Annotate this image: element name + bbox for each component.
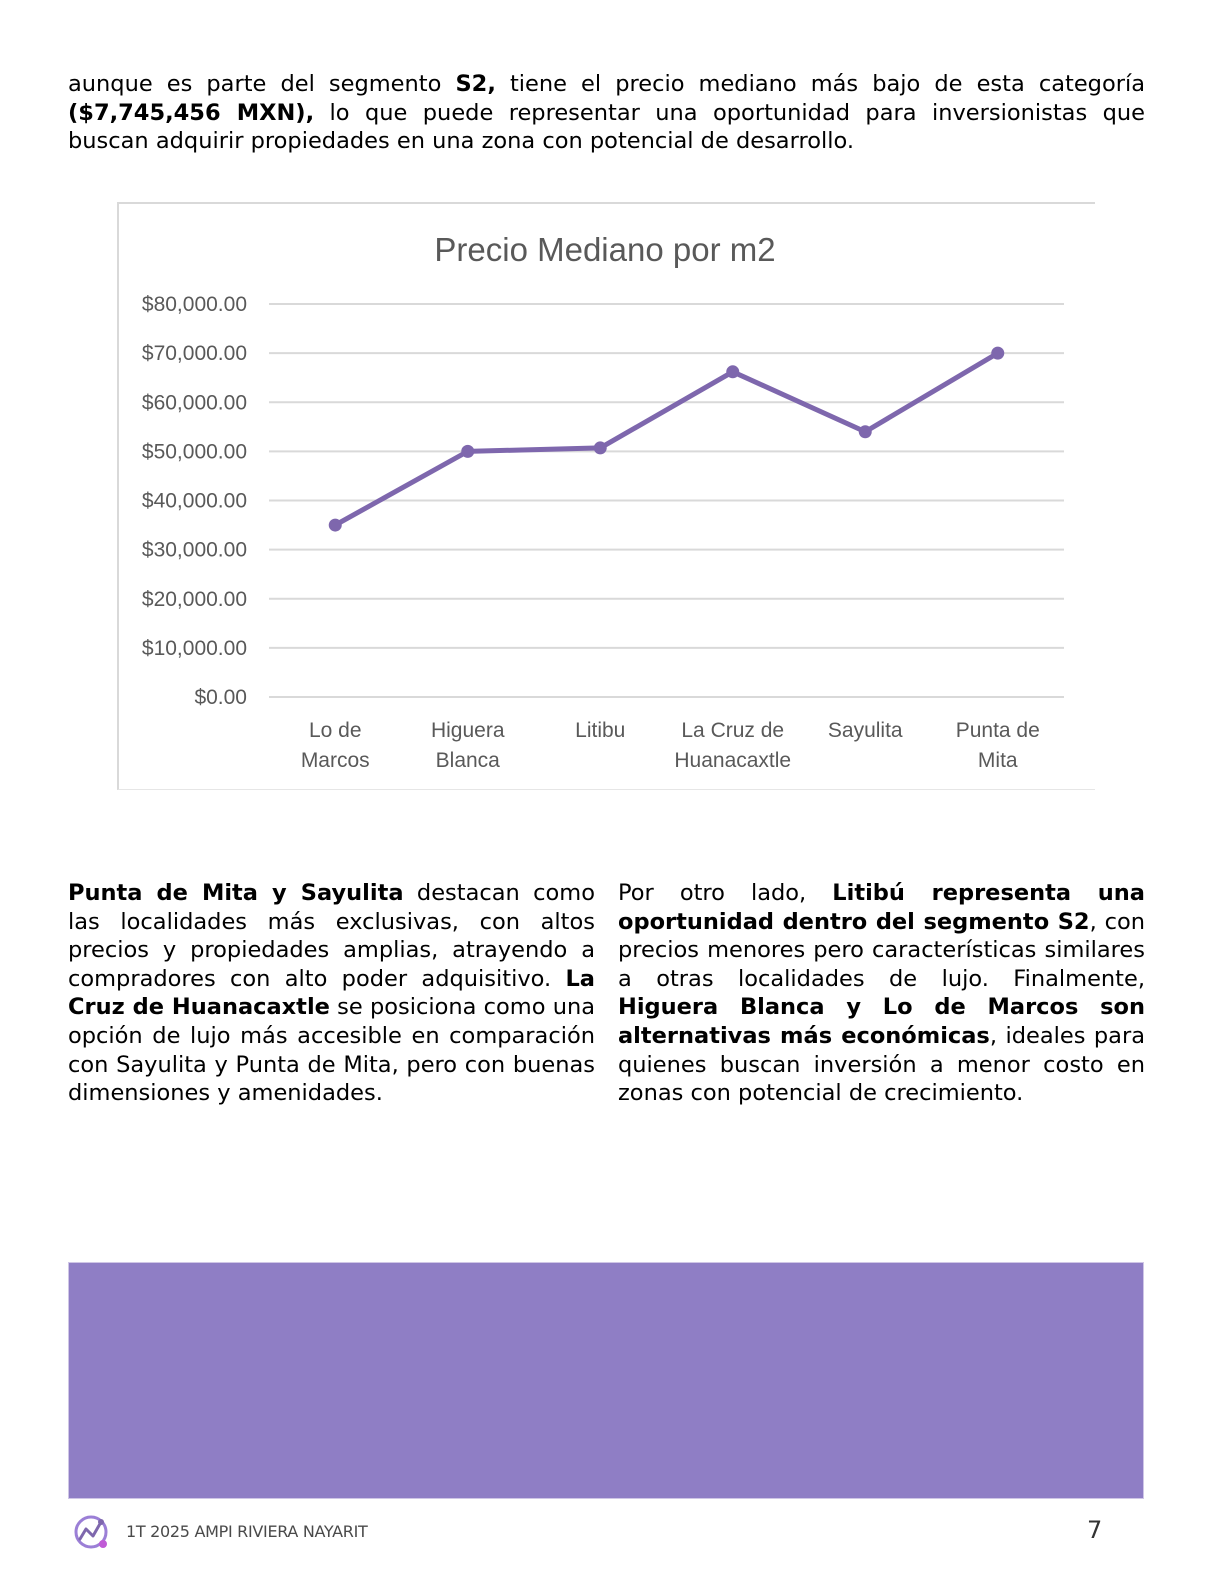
y-tick-layer xyxy=(142,293,247,709)
intro-bold-2: ($7,745,456 MXN), xyxy=(68,99,315,126)
line-chart xyxy=(117,202,1095,790)
y-tick-label: $40,000.00 xyxy=(141,489,247,513)
y-tick-label: $60,000.00 xyxy=(141,391,247,415)
y-tick-label: $20,000.00 xyxy=(141,587,247,611)
left-text-1: destacan como las localidades más exclusivas, con altos precios y propiedades amplias, atrayendo a compradores con alto poder adquisitivo. xyxy=(68,880,595,992)
y-tick-label: $0.00 xyxy=(194,686,247,709)
x-tick-label: Higuera Blanca xyxy=(430,719,505,772)
right-bold-2: Higuera Blanca y Lo de Marcos son alternativas más económicas xyxy=(618,994,1145,1049)
data-point xyxy=(726,365,739,378)
left-bold-1: Punta de Mita y Sayulita xyxy=(68,880,404,906)
y-tick-label: $70,000.00 xyxy=(141,342,247,366)
y-tick-label: $30,000.00 xyxy=(141,538,247,562)
x-tick-layer xyxy=(301,719,1040,772)
data-point xyxy=(461,445,474,458)
x-tick-label: Litibu xyxy=(575,719,626,742)
right-bold-1: Litibú representa una oportunidad dentro del segmento S2 xyxy=(618,880,1145,935)
series-line xyxy=(335,353,998,525)
y-tick-label: $10,000.00 xyxy=(141,636,247,660)
intro-paragraph xyxy=(68,70,1145,156)
x-tick-label: Lo de Marcos xyxy=(300,719,370,772)
y-tick-label: $80,000.00 xyxy=(141,293,247,316)
right-text-2: , con precios menores pero características similares a otras localidades de lujo. Finalmente, xyxy=(618,908,1146,992)
grid-layer xyxy=(269,304,1064,697)
intro-text-1: aunque es parte del segmento xyxy=(68,71,456,97)
left-text-2: se posiciona como una opción de lujo más accesible en comparación con Sayulita y Punta de Mita, pero con buenas dimensiones y amenidades. xyxy=(68,994,596,1107)
page-number: 7 xyxy=(1087,1516,1103,1544)
data-point xyxy=(991,347,1004,360)
intro-text-2: tiene el precio mediano más bajo de esta categoría xyxy=(495,71,1145,97)
x-tick-label: Sayulita xyxy=(827,719,903,742)
right-text-3: , ideales para quienes buscan inversión a menor costo en zonas con potencial de crecimiento. xyxy=(618,1022,1145,1107)
footer-title: 1T 2025 AMPI RIVIERA NAYARIT xyxy=(126,1522,368,1541)
right-text-1: Por otro lado, xyxy=(618,880,833,906)
intro-text-3: lo que puede representar una oportunidad para inversionistas que buscan adquirir propiedades en una zona con potencial de desarrollo. xyxy=(68,99,1145,155)
x-tick-label: La Cruz de Huanacaxtle xyxy=(674,719,792,772)
left-column-paragraph xyxy=(68,879,595,1108)
x-tick-label: Punta de Mita xyxy=(955,719,1040,772)
intro-bold-1: S2, xyxy=(455,71,496,97)
data-point xyxy=(594,441,607,454)
data-point xyxy=(329,519,342,532)
purple-banner-block xyxy=(68,1262,1144,1499)
right-column-paragraph xyxy=(618,879,1145,1108)
data-point xyxy=(859,425,872,438)
left-bold-2: La Cruz de Huanacaxtle xyxy=(68,965,595,1021)
y-tick-label: $50,000.00 xyxy=(141,440,247,464)
analytics-logo-icon xyxy=(72,1513,110,1551)
chart-title: Precio Mediano por m2 xyxy=(434,231,776,268)
series-layer xyxy=(329,347,1005,532)
